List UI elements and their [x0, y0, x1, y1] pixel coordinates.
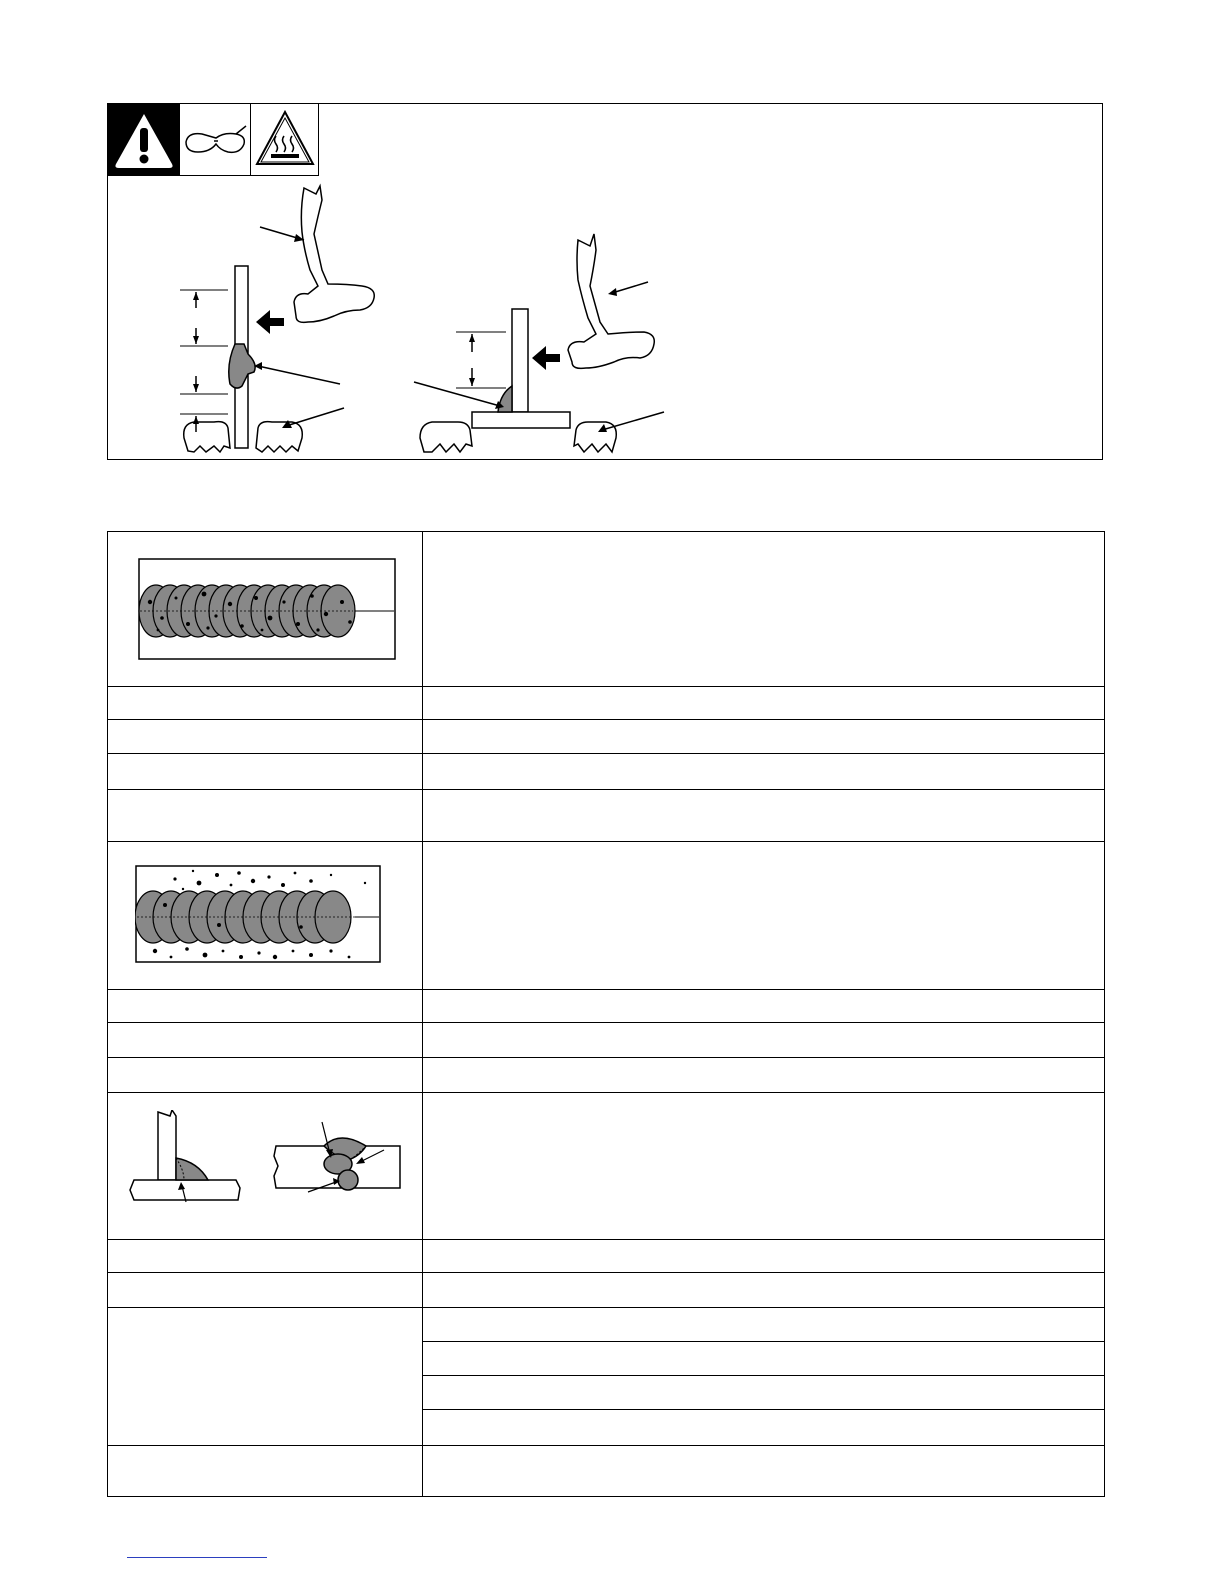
fillet-weld-diagram — [414, 234, 664, 452]
spatter-weld-illustration — [135, 865, 381, 963]
warning-triangle-icon — [108, 104, 180, 176]
column-divider — [422, 532, 423, 1496]
row-divider — [108, 841, 1104, 842]
row-divider — [108, 1092, 1104, 1093]
row-divider — [108, 789, 1104, 790]
row-divider — [108, 719, 1104, 720]
footer-link[interactable] — [127, 1557, 267, 1558]
row-divider — [108, 1272, 1104, 1273]
incomplete-fusion-illustration — [128, 1110, 408, 1214]
butt-weld-diagram — [180, 186, 374, 452]
row-divider — [108, 1022, 1104, 1023]
row-divider — [108, 989, 1104, 990]
slag-chipping-figure — [108, 176, 1102, 459]
porosity-weld-illustration — [138, 558, 396, 660]
row-divider — [422, 1375, 1104, 1376]
weld-troubleshooting-table — [107, 531, 1105, 1497]
safety-glasses-icon — [180, 104, 251, 176]
row-divider — [108, 1239, 1104, 1240]
row-divider — [108, 686, 1104, 687]
hot-surface-icon — [251, 104, 319, 176]
row-divider — [108, 1057, 1104, 1058]
row-divider — [422, 1409, 1104, 1410]
row-divider — [108, 1445, 1104, 1446]
row-divider — [422, 1341, 1104, 1342]
row-divider — [108, 753, 1104, 754]
safety-illustration-box — [107, 103, 1103, 460]
row-divider — [108, 1307, 1104, 1308]
